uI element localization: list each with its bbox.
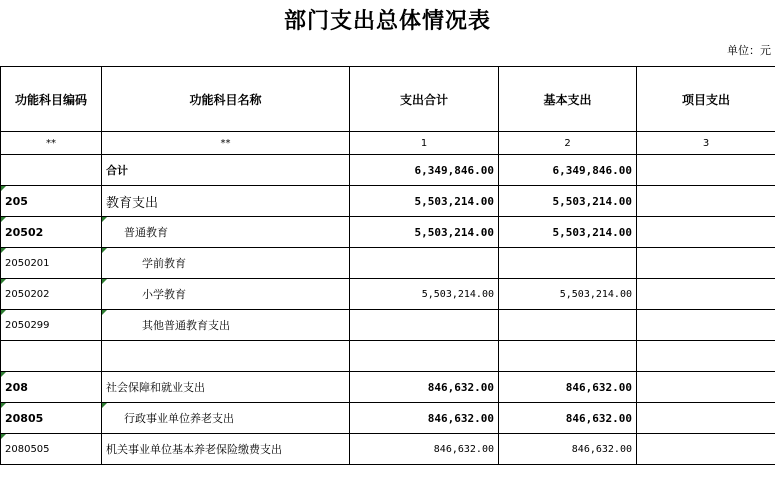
cell-code — [1, 403, 102, 434]
expenditure-table — [0, 66, 775, 465]
table-row — [1, 279, 775, 310]
cell-basic — [499, 341, 637, 372]
index-row — [1, 132, 775, 155]
page-title: 部门支出总体情况表 — [283, 8, 491, 34]
cell-project — [637, 217, 775, 248]
cell-total: 846,632.00 — [350, 372, 499, 403]
cell-name-text: 普通教育 — [124, 226, 168, 239]
header-project: 项目支出 — [637, 67, 775, 132]
cell-name — [102, 279, 350, 310]
cell-marker — [1, 434, 6, 439]
cell-total: 846,632.00 — [350, 403, 499, 434]
cell-basic: 5,503,214.00 — [499, 186, 637, 217]
cell-total: 5,503,214.00 — [350, 217, 499, 248]
cell-marker — [1, 279, 6, 284]
index-total: 1 — [350, 132, 499, 155]
cell-total — [350, 310, 499, 341]
cell-code-text: 2050299 — [5, 319, 50, 331]
cell-marker — [102, 279, 107, 284]
cell-code-text: 205 — [5, 194, 28, 208]
cell-project — [637, 403, 775, 434]
index-project: 3 — [637, 132, 775, 155]
cell-marker — [1, 372, 6, 377]
table-row — [1, 341, 775, 372]
cell-name-text: 其他普通教育支出 — [142, 319, 230, 332]
cell-code-text: 2080505 — [5, 443, 50, 455]
cell-name — [102, 248, 350, 279]
cell-code — [1, 155, 102, 186]
cell-name — [102, 310, 350, 341]
cell-code — [1, 217, 102, 248]
cell-code — [1, 279, 102, 310]
cell-basic: 5,503,214.00 — [499, 279, 637, 310]
cell-name: 合计 — [102, 155, 350, 186]
index-basic: 2 — [499, 132, 637, 155]
unit-label: 单位：元 — [727, 44, 771, 57]
header-row — [1, 67, 775, 132]
cell-marker — [102, 217, 107, 222]
cell-code-text: 2050202 — [5, 288, 50, 300]
cell-project — [637, 248, 775, 279]
cell-basic — [499, 310, 637, 341]
cell-project — [637, 341, 775, 372]
cell-name-text: 行政事业单位养老支出 — [124, 412, 234, 425]
table-row — [1, 372, 775, 403]
cell-name-text: 教育支出 — [106, 195, 159, 211]
cell-name: 社会保障和就业支出 — [102, 372, 350, 403]
cell-basic: 846,632.00 — [499, 403, 637, 434]
cell-basic — [499, 248, 637, 279]
header-code: 功能科目编码 — [1, 67, 102, 132]
table-row — [1, 434, 775, 465]
cell-code — [1, 186, 102, 217]
cell-code-text: 20805 — [5, 411, 44, 425]
table-row — [1, 186, 775, 217]
cell-total: 5,503,214.00 — [350, 279, 499, 310]
cell-marker — [1, 248, 6, 253]
table-row — [1, 248, 775, 279]
cell-name — [102, 403, 350, 434]
index-code: ** — [1, 132, 102, 155]
cell-code — [1, 341, 102, 372]
cell-name: 机关事业单位基本养老保险缴费支出 — [102, 434, 350, 465]
cell-basic: 846,632.00 — [499, 372, 637, 403]
cell-marker — [1, 186, 6, 191]
cell-project — [637, 434, 775, 465]
cell-marker — [1, 310, 6, 315]
cell-code-text: 208 — [5, 380, 28, 394]
cell-project — [637, 372, 775, 403]
cell-marker — [102, 403, 107, 408]
cell-marker — [1, 403, 6, 408]
cell-project — [637, 186, 775, 217]
cell-total: 846,632.00 — [350, 434, 499, 465]
header-name: 功能科目名称 — [102, 67, 350, 132]
cell-code — [1, 434, 102, 465]
cell-code-text: 2050201 — [5, 257, 50, 269]
cell-project — [637, 279, 775, 310]
cell-marker — [102, 310, 107, 315]
cell-total — [350, 341, 499, 372]
cell-code — [1, 310, 102, 341]
cell-project — [637, 310, 775, 341]
table-row — [1, 217, 775, 248]
cell-code — [1, 248, 102, 279]
cell-total — [350, 248, 499, 279]
cell-name-text: 学前教育 — [142, 257, 186, 270]
cell-basic: 6,349,846.00 — [499, 155, 637, 186]
index-name: ** — [102, 132, 350, 155]
cell-project — [637, 155, 775, 186]
cell-name — [102, 186, 350, 217]
cell-total: 6,349,846.00 — [350, 155, 499, 186]
cell-basic: 5,503,214.00 — [499, 217, 637, 248]
header-total: 支出合计 — [350, 67, 499, 132]
cell-basic: 846,632.00 — [499, 434, 637, 465]
cell-code-text: 20502 — [5, 225, 44, 239]
cell-name-text: 小学教育 — [142, 288, 186, 301]
cell-marker — [102, 248, 107, 253]
cell-name — [102, 341, 350, 372]
cell-total: 5,503,214.00 — [350, 186, 499, 217]
table-row — [1, 155, 775, 186]
cell-name — [102, 217, 350, 248]
cell-code — [1, 372, 102, 403]
cell-marker — [1, 217, 6, 222]
table-row — [1, 403, 775, 434]
table-row — [1, 310, 775, 341]
header-basic: 基本支出 — [499, 67, 637, 132]
